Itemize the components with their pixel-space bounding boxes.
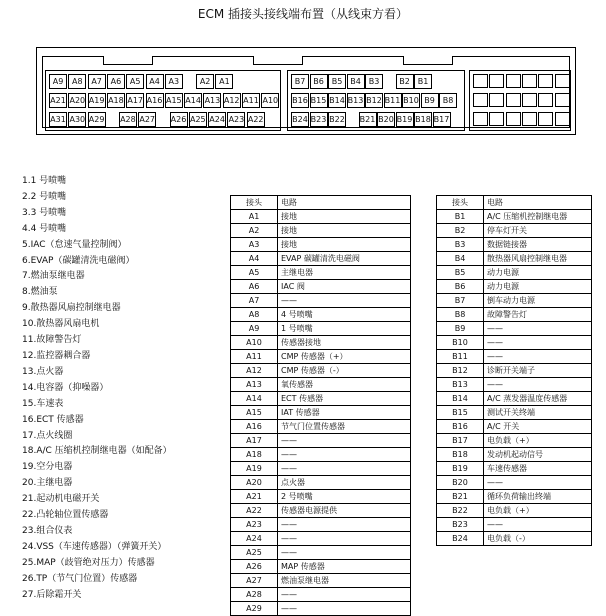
connector-pin: A17: [126, 93, 144, 108]
terminal-code: B7: [437, 294, 484, 308]
connector-pin: B10: [402, 93, 420, 108]
circuit-description: 发动机起动信号: [484, 448, 592, 462]
terminal-code: A10: [231, 336, 278, 350]
connector-pin: A16: [146, 93, 164, 108]
table-row: [231, 280, 411, 294]
connector-pin: B14: [328, 93, 346, 108]
table-row: [231, 322, 411, 336]
circuit-description: 停车灯开关: [484, 224, 592, 238]
circuit-description: 接地: [278, 210, 411, 224]
circuit-description: 动力电源: [484, 280, 592, 294]
connector-b-table: [436, 195, 592, 546]
table-row: [231, 588, 411, 602]
connector-pin: A27: [138, 112, 156, 127]
table-row: [231, 378, 411, 392]
circuit-description: ——: [484, 336, 592, 350]
component-item: 10.散热器风扇电机: [22, 319, 100, 330]
circuit-description: 燃油泵继电器: [278, 574, 411, 588]
empty-cavity: [473, 74, 488, 88]
terminal-code: B6: [437, 280, 484, 294]
table-row: [437, 266, 592, 280]
connector-pin: A26: [170, 112, 188, 127]
empty-cavity: [555, 93, 570, 107]
component-item: 21.起动机电磁开关: [22, 494, 100, 505]
terminal-code: A3: [231, 238, 278, 252]
connector-pin: A10: [261, 93, 279, 108]
table-row: [437, 434, 592, 448]
terminal-code: A8: [231, 308, 278, 322]
circuit-description: 1 号喷嘴: [278, 322, 411, 336]
table-row: [231, 560, 411, 574]
empty-cavity: [489, 112, 504, 126]
circuit-description: 氧传感器: [278, 378, 411, 392]
connector-pin: A3: [165, 74, 183, 89]
table-row: [231, 308, 411, 322]
terminal-code: A23: [231, 518, 278, 532]
terminal-code: A4: [231, 252, 278, 266]
component-item: 12.监控器耦合器: [22, 350, 91, 361]
terminal-code: B21: [437, 490, 484, 504]
empty-cavity: [489, 93, 504, 107]
component-list: [22, 174, 172, 603]
empty-cavity: [555, 74, 570, 88]
connector-notch: [253, 56, 303, 65]
connector-pin: A14: [184, 93, 202, 108]
table-row: [437, 210, 592, 224]
component-item: 27.后除霜开关: [22, 589, 82, 600]
header-circuit: 电路: [278, 196, 411, 210]
connector-pin: B20: [377, 112, 395, 127]
circuit-description: 传感器电源提供: [278, 504, 411, 518]
circuit-description: ——: [484, 322, 592, 336]
terminal-code: B4: [437, 252, 484, 266]
empty-cavity: [473, 93, 488, 107]
header-terminal: 接头: [437, 196, 484, 210]
circuit-description: CMP 传感器（-）: [278, 364, 411, 378]
table-row: [437, 406, 592, 420]
table-row: [231, 574, 411, 588]
circuit-description: ——: [484, 476, 592, 490]
table-row: [231, 434, 411, 448]
circuit-description: ——: [484, 350, 592, 364]
terminal-code: A19: [231, 462, 278, 476]
connector-pin: A6: [107, 74, 125, 89]
circuit-description: ——: [278, 532, 411, 546]
connector-pin: B1: [414, 74, 432, 89]
connector-pin: B6: [310, 74, 328, 89]
table-row: [231, 462, 411, 476]
circuit-description: ——: [278, 462, 411, 476]
circuit-description: MAP 传感器: [278, 560, 411, 574]
table-row: [231, 420, 411, 434]
component-item: 3.3 号喷嘴: [22, 207, 67, 218]
connector-pin: A9: [49, 74, 67, 89]
pin-block-a: [45, 70, 281, 131]
component-item: 1.1 号喷嘴: [22, 176, 67, 186]
component-item: 4.4 号喷嘴: [22, 223, 67, 234]
empty-cavity: [538, 93, 553, 107]
ecm-connector: [36, 47, 576, 135]
table-row: [231, 532, 411, 546]
empty-cavity: [473, 112, 488, 126]
terminal-code: A20: [231, 476, 278, 490]
connector-pin: B5: [328, 74, 346, 89]
terminal-code: A7: [231, 294, 278, 308]
circuit-description: 电负载（+）: [484, 504, 592, 518]
connector-a-table: [230, 195, 411, 616]
terminal-code: B15: [437, 406, 484, 420]
terminal-code: A25: [231, 546, 278, 560]
table-row: [231, 448, 411, 462]
table-row: [437, 238, 592, 252]
connector-pin: B12: [365, 93, 383, 108]
diagram-title: ECM 插接头接线端布置（从线束方看）: [197, 7, 409, 21]
circuit-description: 2 号喷嘴: [278, 490, 411, 504]
table-row: [437, 252, 592, 266]
circuit-description: 数据链接器: [484, 238, 592, 252]
component-item: 20.主继电器: [22, 478, 73, 489]
terminal-code: B24: [437, 532, 484, 546]
table-row: [231, 238, 411, 252]
connector-pin: B18: [414, 112, 432, 127]
connector-pin: B23: [310, 112, 328, 127]
connector-notch: [403, 56, 453, 65]
pin-block-b: [287, 70, 465, 131]
connector-pin: B15: [310, 93, 328, 108]
circuit-description: 循环负荷输出终端: [484, 490, 592, 504]
terminal-code: B12: [437, 364, 484, 378]
table-row: [437, 224, 592, 238]
circuit-description: ——: [278, 546, 411, 560]
component-item: 5.IAC（怠速气量控制阀）: [22, 239, 127, 250]
table-row: [231, 476, 411, 490]
connector-pin: A4: [146, 74, 164, 89]
table-row: [437, 280, 592, 294]
circuit-description: ——: [484, 378, 592, 392]
circuit-description: A/C 蒸发器温度传感器: [484, 392, 592, 406]
circuit-description: ——: [278, 294, 411, 308]
circuit-description: EVAP 碳罐清洗电磁阀: [278, 252, 411, 266]
circuit-description: ——: [278, 602, 411, 616]
table-row: [437, 532, 592, 546]
connector-pin: A28: [119, 112, 137, 127]
terminal-code: B20: [437, 476, 484, 490]
table-row: [437, 378, 592, 392]
connector-pin: A30: [68, 112, 86, 127]
circuit-description: CMP 传感器（+）: [278, 350, 411, 364]
connector-pin: A13: [203, 93, 221, 108]
terminal-code: A22: [231, 504, 278, 518]
component-item: 7.燃油泵继电器: [22, 271, 85, 282]
connector-pin: B2: [396, 74, 414, 89]
connector-pin: B17: [433, 112, 451, 127]
connector-notch: [103, 56, 153, 65]
table-row: [231, 406, 411, 420]
table-row: [437, 308, 592, 322]
terminal-code: A28: [231, 588, 278, 602]
terminal-code: B5: [437, 266, 484, 280]
connector-pin: A15: [165, 93, 183, 108]
table-row: [437, 392, 592, 406]
terminal-code: A16: [231, 420, 278, 434]
terminal-code: A13: [231, 378, 278, 392]
empty-cavity: [522, 112, 537, 126]
terminal-code: A27: [231, 574, 278, 588]
circuit-description: ——: [278, 518, 411, 532]
terminal-code: B16: [437, 420, 484, 434]
connector-pin: B8: [439, 93, 457, 108]
table-row: [231, 518, 411, 532]
table-row: [231, 252, 411, 266]
terminal-code: B10: [437, 336, 484, 350]
connector-pin: B19: [396, 112, 414, 127]
header-terminal: 接头: [231, 196, 278, 210]
connector-pin: B9: [421, 93, 439, 108]
table-row: [437, 476, 592, 490]
terminal-code: A14: [231, 392, 278, 406]
table-row: [231, 294, 411, 308]
connector-pin: A11: [242, 93, 260, 108]
table-row: [437, 462, 592, 476]
circuit-description: ——: [278, 448, 411, 462]
component-item: 22.凸轮轴位置传感器: [22, 510, 109, 521]
empty-cavity: [506, 112, 521, 126]
circuit-description: 节气门位置传感器: [278, 420, 411, 434]
circuit-description: 点火器: [278, 476, 411, 490]
circuit-description: ——: [484, 518, 592, 532]
empty-cavity: [506, 93, 521, 107]
component-item: 25.MAP（歧管绝对压力）传感器: [22, 557, 155, 568]
terminal-code: A1: [231, 210, 278, 224]
circuit-description: A/C 开关: [484, 420, 592, 434]
connector-pin: A21: [49, 93, 67, 108]
table-row: [231, 392, 411, 406]
terminal-code: B1: [437, 210, 484, 224]
connector-pin: A29: [88, 112, 106, 127]
table-row: [437, 504, 592, 518]
table-row: [231, 210, 411, 224]
terminal-code: A11: [231, 350, 278, 364]
circuit-description: 4 号喷嘴: [278, 308, 411, 322]
terminal-code: A18: [231, 448, 278, 462]
terminal-code: A5: [231, 266, 278, 280]
circuit-description: 倒车动力电源: [484, 294, 592, 308]
component-item: 13.点火器: [22, 366, 64, 377]
component-item: 16.ECT 传感器: [22, 414, 84, 425]
table-row: [437, 490, 592, 504]
circuit-description: ——: [278, 434, 411, 448]
circuit-description: 主继电器: [278, 266, 411, 280]
circuit-description: 电负载（-）: [484, 532, 592, 546]
component-item: 17.点火线圈: [22, 430, 73, 441]
component-item: 24.VSS（车速传感器）（弹簧开关）: [22, 541, 167, 552]
connector-pin: A22: [247, 112, 265, 127]
table-header-row: [231, 196, 411, 210]
component-item: 15.车速表: [22, 398, 64, 409]
circuit-description: 传感器接地: [278, 336, 411, 350]
component-item: 9.散热器风扇控制继电器: [22, 303, 121, 314]
component-item: 8.燃油泵: [22, 287, 58, 298]
empty-cavity: [522, 93, 537, 107]
connector-pin: B7: [291, 74, 309, 89]
circuit-description: ECT 传感器: [278, 392, 411, 406]
table-header-row: [437, 196, 592, 210]
component-item: 18.A/C 压缩机控制继电器（如配备）: [22, 446, 172, 457]
table-row: [437, 350, 592, 364]
component-item: 14.电容器（抑噪器）: [22, 382, 109, 393]
table-row: [437, 322, 592, 336]
terminal-code: B9: [437, 322, 484, 336]
empty-cavity: [538, 112, 553, 126]
connector-pin: A25: [189, 112, 207, 127]
table-row: [231, 364, 411, 378]
table-row: [231, 546, 411, 560]
connector-pin: A20: [68, 93, 86, 108]
circuit-description: 电负载（+）: [484, 434, 592, 448]
component-item: 19.空分电器: [22, 462, 73, 473]
circuit-description: 动力电源: [484, 266, 592, 280]
terminal-code: A15: [231, 406, 278, 420]
circuit-description: 测试开关终端: [484, 406, 592, 420]
table-row: [231, 224, 411, 238]
table-row: [437, 518, 592, 532]
table-row: [437, 364, 592, 378]
terminal-code: B19: [437, 462, 484, 476]
circuit-description: 散热器风扇控制继电器: [484, 252, 592, 266]
connector-pin: A1: [215, 74, 233, 89]
component-item: 23.组合仪表: [22, 525, 73, 536]
circuit-description: IAC 阀: [278, 280, 411, 294]
circuit-description: 车速传感器: [484, 462, 592, 476]
connector-pin: A31: [49, 112, 67, 127]
connector-pin: A24: [208, 112, 226, 127]
circuit-description: ——: [278, 588, 411, 602]
connector-pin: A23: [227, 112, 245, 127]
circuit-description: 诊断开关端子: [484, 364, 592, 378]
component-item: 26.TP（节气门位置）传感器: [22, 573, 138, 584]
terminal-code: B23: [437, 518, 484, 532]
terminal-code: A29: [231, 602, 278, 616]
table-row: [231, 490, 411, 504]
terminal-code: A17: [231, 434, 278, 448]
terminal-code: B22: [437, 504, 484, 518]
terminal-code: A2: [231, 224, 278, 238]
connector-pin: B4: [347, 74, 365, 89]
connector-pin: B16: [291, 93, 309, 108]
table-row: [231, 602, 411, 616]
empty-cavity: [506, 74, 521, 88]
connector-pin: A18: [107, 93, 125, 108]
connector-pin: A19: [88, 93, 106, 108]
connector-pin: B24: [291, 112, 309, 127]
terminal-code: B11: [437, 350, 484, 364]
terminal-code: B3: [437, 238, 484, 252]
table-row: [437, 294, 592, 308]
connector-pin: B22: [328, 112, 346, 127]
terminal-code: A21: [231, 490, 278, 504]
component-item: 2.2 号喷嘴: [22, 191, 67, 202]
circuit-description: 故障警告灯: [484, 308, 592, 322]
table-row: [231, 350, 411, 364]
empty-cavity: [538, 74, 553, 88]
terminal-code: A9: [231, 322, 278, 336]
empty-cavity: [489, 74, 504, 88]
connector-pin: A5: [126, 74, 144, 89]
terminal-code: A12: [231, 364, 278, 378]
table-row: [437, 448, 592, 462]
connector-pin: A7: [88, 74, 106, 89]
table-row: [231, 504, 411, 518]
circuit-description: IAT 传感器: [278, 406, 411, 420]
table-row: [437, 336, 592, 350]
terminal-code: A6: [231, 280, 278, 294]
terminal-code: B2: [437, 224, 484, 238]
connector-pin: B3: [365, 74, 383, 89]
terminal-code: A24: [231, 532, 278, 546]
terminal-code: B18: [437, 448, 484, 462]
component-item: 11.故障警告灯: [22, 335, 82, 346]
header-circuit: 电路: [484, 196, 592, 210]
circuit-description: 接地: [278, 238, 411, 252]
connector-pin: B21: [359, 112, 377, 127]
terminal-code: B13: [437, 378, 484, 392]
connector-pin: B13: [347, 93, 365, 108]
terminal-code: A26: [231, 560, 278, 574]
circuit-description: 接地: [278, 224, 411, 238]
connector-pin: B11: [384, 93, 402, 108]
connector-pin: A8: [68, 74, 86, 89]
table-row: [437, 420, 592, 434]
pin-block-unused: [469, 70, 571, 131]
empty-cavity: [522, 74, 537, 88]
terminal-code: B17: [437, 434, 484, 448]
circuit-description: A/C 压缩机控制继电器: [484, 210, 592, 224]
terminal-code: B14: [437, 392, 484, 406]
connector-pin: A12: [223, 93, 241, 108]
table-row: [231, 266, 411, 280]
component-item: 6.EVAP（碳罐清洗电磁阀）: [22, 255, 135, 266]
connector-pin: A2: [196, 74, 214, 89]
empty-cavity: [555, 112, 570, 126]
terminal-code: B8: [437, 308, 484, 322]
table-row: [231, 336, 411, 350]
